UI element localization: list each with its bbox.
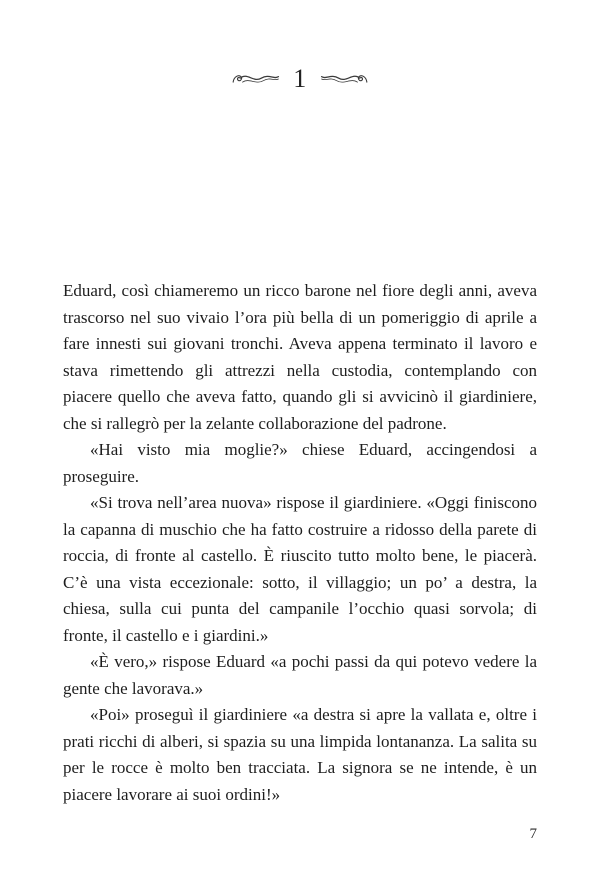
flourish-left-icon [230,70,280,88]
body-text [0,278,600,808]
chapter-heading [0,0,600,98]
paragraph: «Hai visto mia moglie?» chiese Eduard, accingendosi a proseguire. [63,440,537,486]
paragraph: Eduard, così chiameremo un ricco barone nel fiore degli anni, aveva trascorso nel suo vivaio l’ora più bella di un pomeriggio di aprile a fare innesti sui giovani tronchi. Aveva appena terminato il lavoro e stava rimettendo gli attrezzi nella custodia, contemplando con piacere quello che aveva fatto, quando gli si avvicinò il giardiniere, che si rallegrò per la zelante collaborazione del padrone. [63,281,537,433]
flourish-right-icon [320,70,370,88]
page-footer [0,825,600,843]
chapter-number: 1 [293,64,307,93]
paragraph: «Si trova nell’area nuova» rispose il giardiniere. «Oggi finiscono la capanna di muschio che ha fatto costruire a ridosso della parete di roccia, di fronte al castello. È riuscito tutto molto bene, le piacerà. C’è una vista eccezionale: sotto, il villaggio; un po’ a destra, la chiesa, sulla cui punta del campanile l’occhio quasi sorvola; di fronte, il castello e i giardini.» [63,493,537,645]
paragraph: «Poi» proseguì il giardiniere «a destra si apre la vallata e, oltre i prati ricchi di alberi, si spazia su una limpida lontananza. La salita su per le rocce è molto ben tracciata. La signora se ne intende, è un piacere lavorare ai suoi ordini!» [63,705,537,804]
page-number: 7 [529,826,537,842]
paragraph: «È vero,» rispose Eduard «a pochi passi da qui potevo vedere la gente che lavorava.» [63,652,537,698]
